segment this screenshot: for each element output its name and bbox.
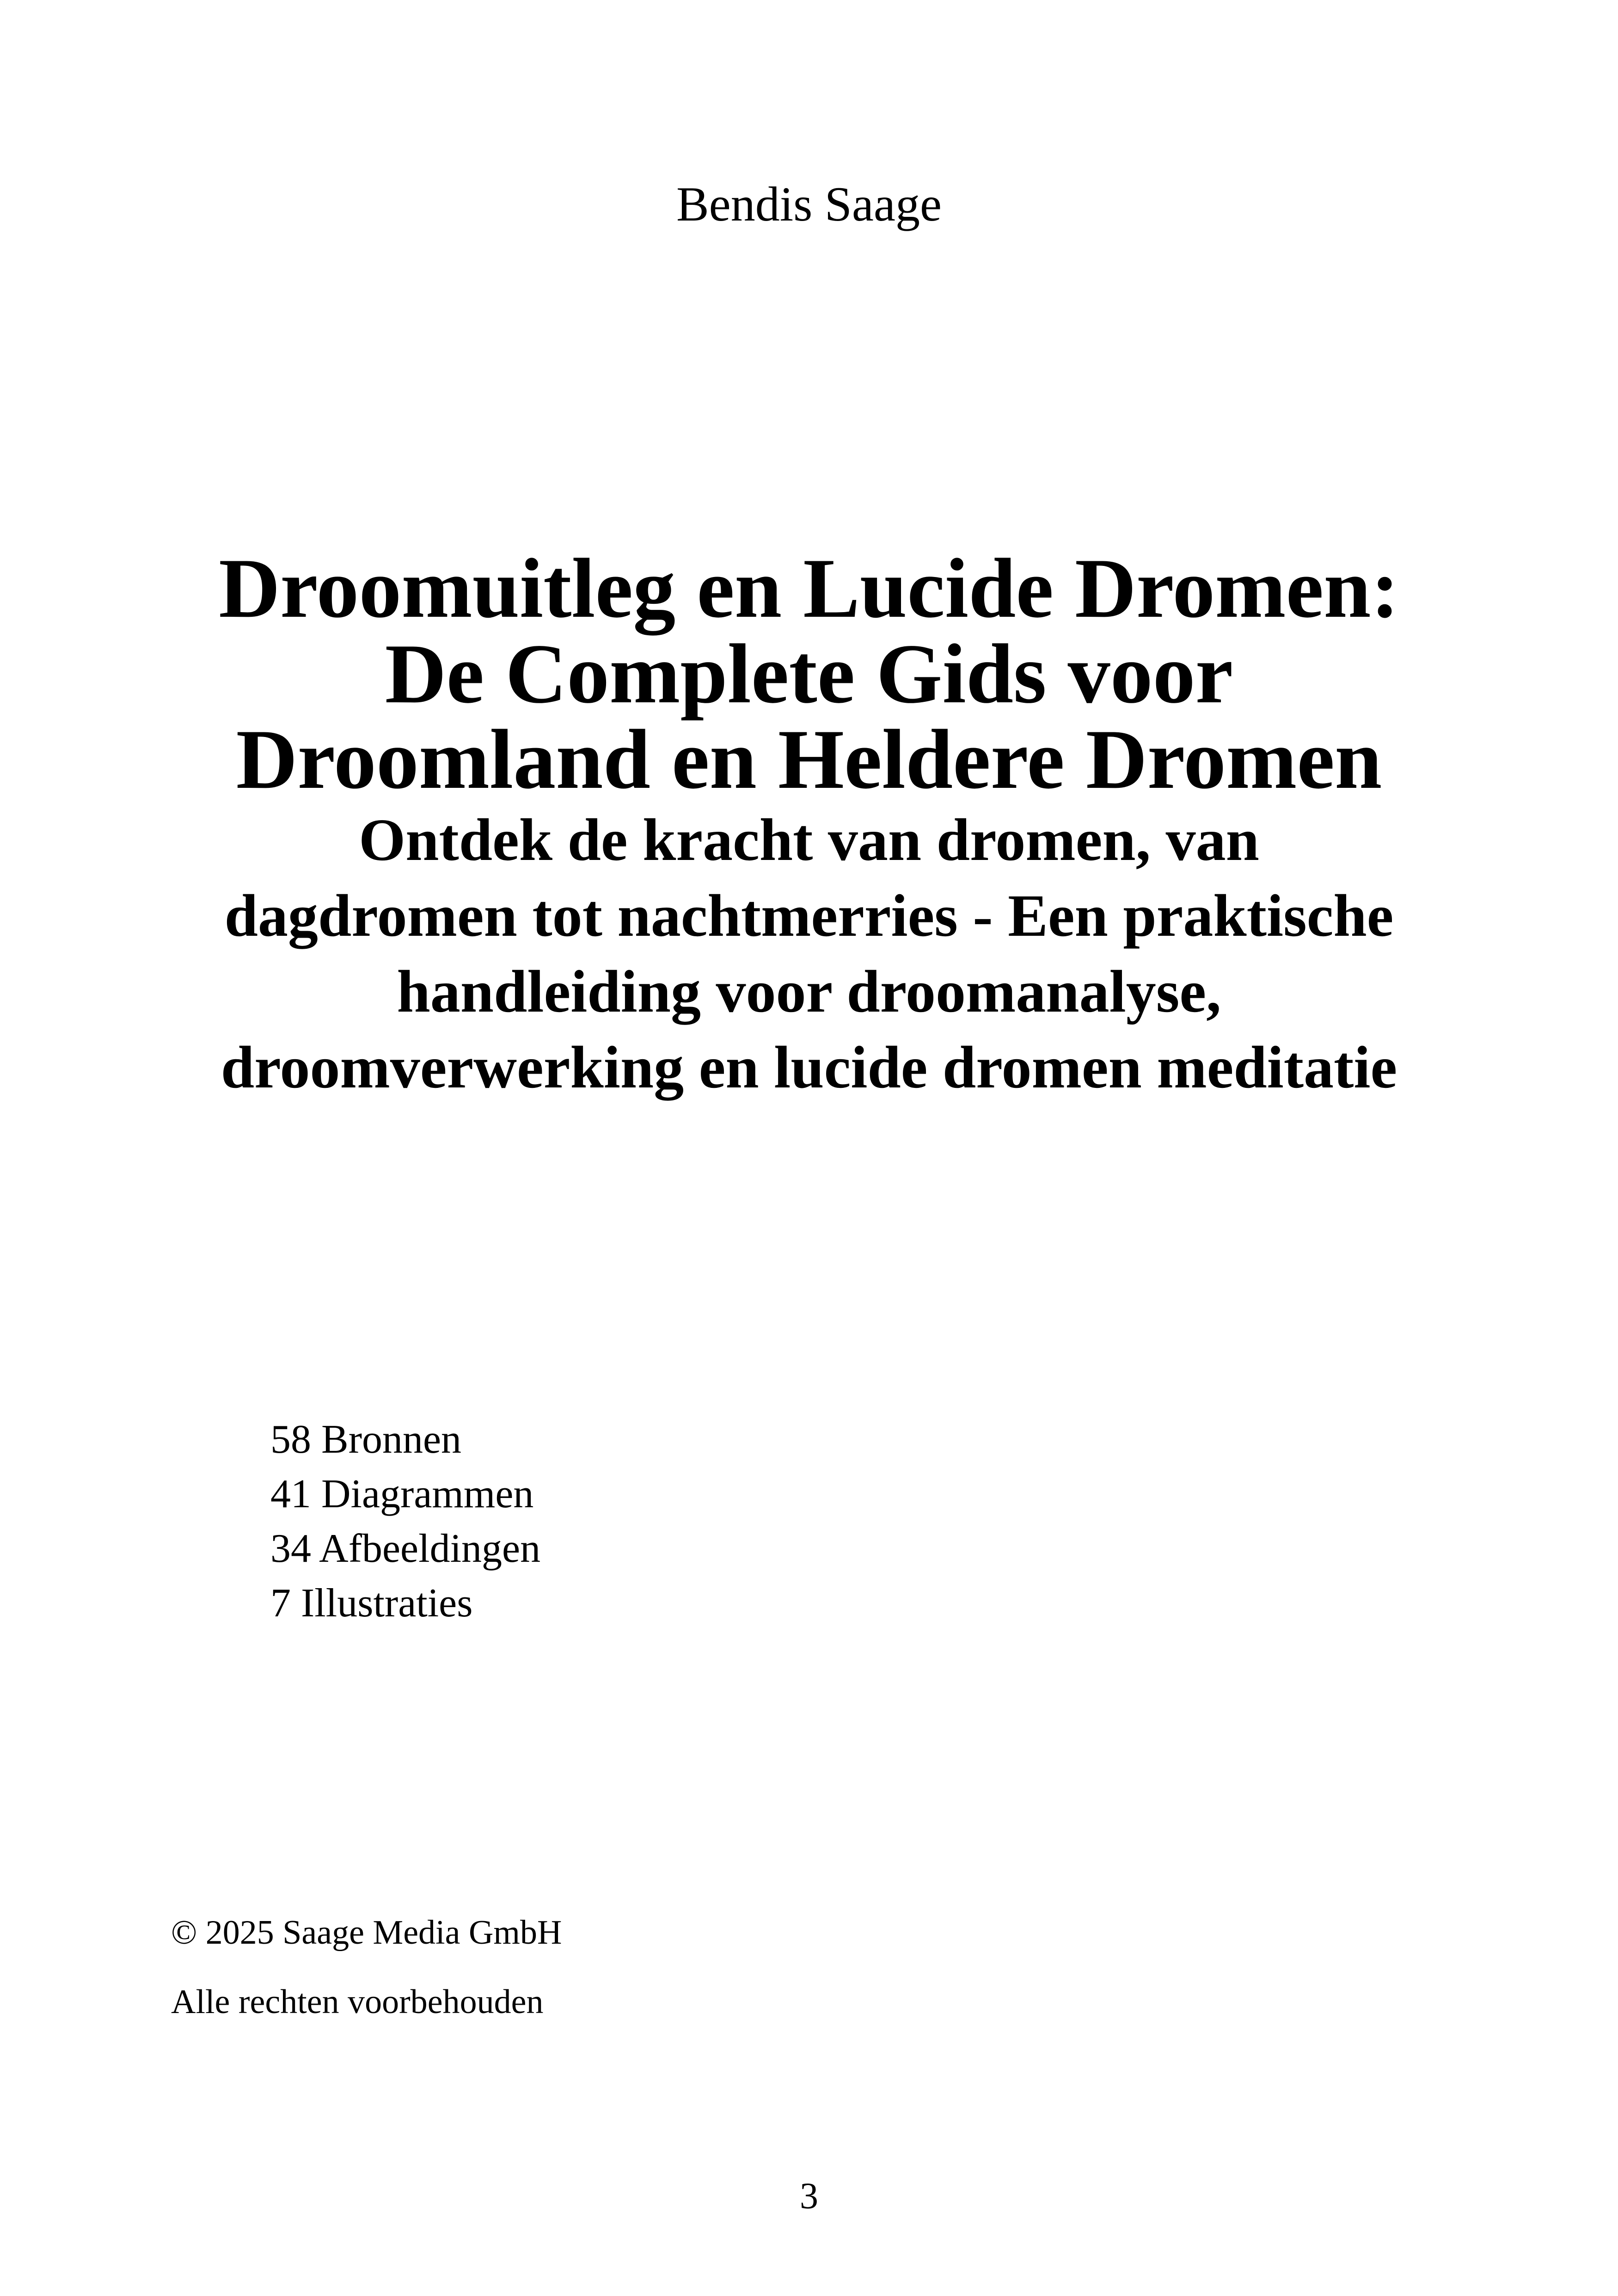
subtitle-line-1: Ontdek de kracht van dromen, van [359,807,1259,873]
stats-list [270,1412,540,1631]
author-name: Bendis Saage [676,177,942,231]
title-line-1: Droomuitleg en Lucide Dromen: [219,541,1399,635]
stat-images: 34 Afbeeldingen [270,1526,541,1571]
stat-illustrations: 7 Illustraties [270,1581,473,1626]
title-line-3: Droomland en Heldere Dromen [236,712,1382,806]
title-block [92,541,1526,1105]
copyright-notice: © 2025 Saage Media GmbH [171,1914,562,1952]
subtitle-line-2: dagdromen tot nachtmerries - Een praktische [224,883,1394,949]
stat-sources: 58 Bronnen [270,1417,462,1462]
rights-notice: Alle rechten voorbehouden [171,1983,544,2021]
subtitle-line-4: droomverwerking en lucide dromen meditatie [221,1034,1397,1101]
page-number: 3 [800,2176,818,2216]
subtitle-line-3: handleiding voor droomanalyse, [397,958,1221,1025]
title-line-2: De Complete Gids voor [385,626,1233,721]
stat-diagrams: 41 Diagrammen [270,1472,534,1516]
